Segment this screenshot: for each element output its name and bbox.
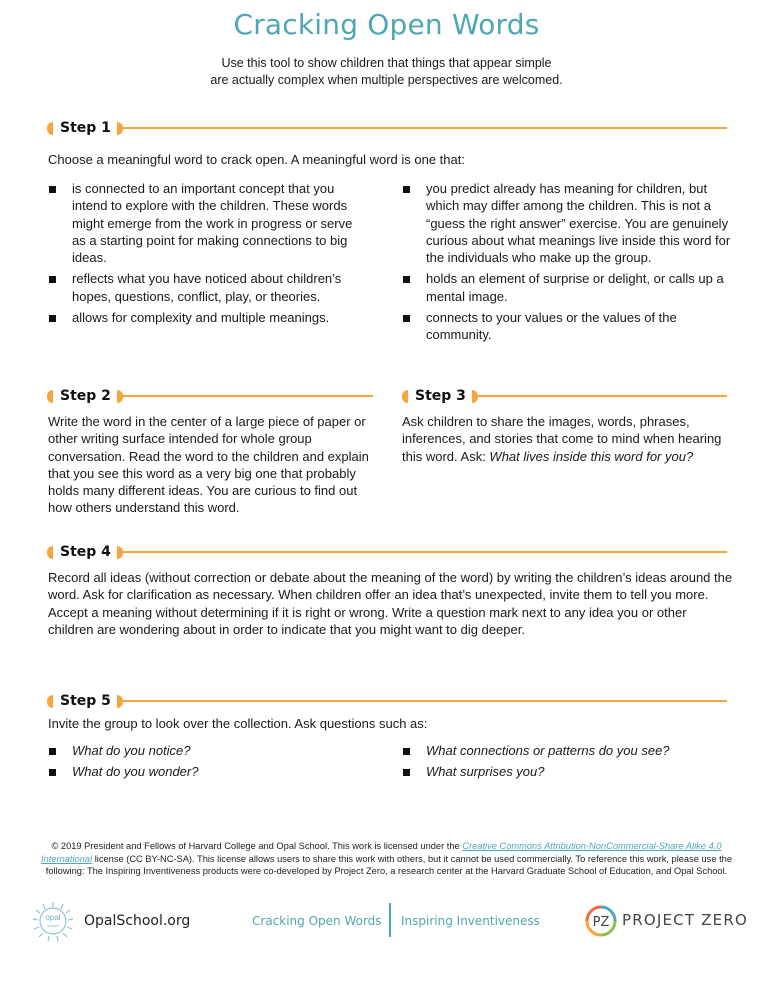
step-1-label: Step 1 (60, 120, 111, 136)
step-cap-left-icon (47, 546, 53, 559)
step-2-label: Step 2 (60, 388, 111, 404)
bullet-square-icon (403, 748, 410, 755)
footer-series-title: Inspiring Inventiveness (401, 914, 540, 928)
bullet-square-icon (49, 769, 56, 776)
step-4-label: Step 4 (60, 544, 111, 560)
step-cap-left-icon (402, 390, 408, 403)
project-zero-logo-icon (585, 905, 617, 937)
footer-divider (389, 903, 391, 937)
step-divider-line (123, 127, 727, 129)
subtitle-line-1: Use this tool to show children that things that appear simple (221, 56, 552, 70)
list-item: What connections or patterns do you see? (402, 742, 732, 759)
step-4-text: Record all ideas (without correction or debate about the meaning of the word) by writing the children’s ideas around the word. Ask for clarification as necessary. When children offer an idea that’s unexpected, invite them to tell you more. Accept a meaning without determining if it is right or wrong. Write a question mark next to any idea you or other children are wondering about in order to indicate that you might want to dig deeper. (48, 570, 733, 637)
step-2-header (47, 386, 373, 406)
subtitle-line-2: are actually complex when multiple perspectives are welcomed. (210, 73, 563, 87)
bullet-square-icon (403, 315, 410, 322)
step-1-intro: Choose a meaningful word to crack open. A meaningful word is one that: (48, 152, 465, 167)
license-link[interactable]: Creative Commons Attribution-NonCommercial-Share Alike 4.0 International (40, 841, 722, 864)
list-item: allows for complexity and multiple meanings. (48, 309, 368, 326)
list-item: holds an element of surprise or delight, or calls up a mental image. (402, 270, 732, 305)
step-divider-line (478, 395, 727, 397)
list-item: What surprises you? (402, 763, 732, 780)
step-5-intro: Invite the group to look over the collection. Ask questions such as: (48, 716, 428, 731)
opal-school-logo-icon (30, 898, 76, 944)
bullet-square-icon (403, 276, 410, 283)
step-5-right-questions (402, 742, 732, 785)
bullet-square-icon (403, 769, 410, 776)
step-1-header (47, 118, 727, 138)
bullet-square-icon (49, 276, 56, 283)
step-5-left-questions (48, 742, 368, 785)
list-item: What do you notice? (48, 742, 368, 759)
step-2-text: Write the word in the center of a large piece of paper or other writing surface intended for whole group conversation. Read the word to the children and explain that you see this word as a very big one that probably holds many different ideas. You are curious to find out how others understand this word. (48, 414, 369, 516)
step-1-right-bullets (402, 180, 732, 348)
step-divider-line (123, 700, 727, 702)
step-4-header (47, 542, 727, 562)
step-3-body: Ask children to share the images, words, phrases, inferences, and stories that come to mind when hearing this word. Ask: (402, 414, 722, 464)
page-subtitle (0, 55, 773, 89)
bullet-square-icon (49, 748, 56, 755)
step-cap-left-icon (47, 390, 53, 403)
step-3-question: What lives inside this word for you? (489, 448, 694, 464)
step-cap-left-icon (47, 695, 53, 708)
step-5-label: Step 5 (60, 693, 111, 709)
list-item: you predict already has meaning for children, but which may differ among the children. This is not a “guess the right answer” exercise. You are genuinely curious about what meanings live inside this word for the individuals who make up the group. (402, 180, 732, 266)
list-item: is connected to an important concept that you intend to explore with the children. These words might emerge from the work in progress or serve as a starting point for making connections to big ideas. (48, 180, 368, 266)
project-zero-name: PROJECT ZERO (622, 911, 748, 929)
opal-school-link[interactable]: OpalSchool.org (84, 913, 191, 929)
step-3-header (402, 386, 727, 406)
step-3-label: Step 3 (415, 388, 466, 404)
footer-doc-title: Cracking Open Words (252, 914, 382, 928)
step-3-text (402, 413, 732, 465)
list-item: connects to your values or the values of the community. (402, 309, 732, 344)
step-divider-line (123, 551, 727, 553)
opal-logo-text-bottom: school (47, 923, 59, 928)
step-5-header (47, 691, 727, 711)
list-item: What do you wonder? (48, 763, 368, 780)
bullet-square-icon (49, 186, 56, 193)
step-divider-line (123, 395, 373, 397)
opal-logo-text-top: opal (45, 913, 61, 922)
license-text: © 2019 President and Fellows of Harvard College and Opal School. This work is licensed under the Creative Commons Attribution-NonCommercial-Share Alike 4.0 International license (CC BY-NC-SA). This license allows users to share this work with others, but it cannot be used commercially. To reference this work, please use the following: The Inspiring Inventiveness products were co-developed by Project Zero, a research center at the Harvard Graduate School of Education, and Opal School. (40, 841, 733, 876)
footer (0, 898, 773, 948)
step-cap-left-icon (47, 122, 53, 135)
list-item: reflects what you have noticed about children’s hopes, questions, conflict, play, or theories. (48, 270, 368, 305)
page-title: Cracking Open Words (233, 8, 540, 41)
bullet-square-icon (49, 315, 56, 322)
step-1-left-bullets (48, 180, 368, 330)
pz-logo-text: PZ (592, 915, 610, 930)
bullet-square-icon (403, 186, 410, 193)
